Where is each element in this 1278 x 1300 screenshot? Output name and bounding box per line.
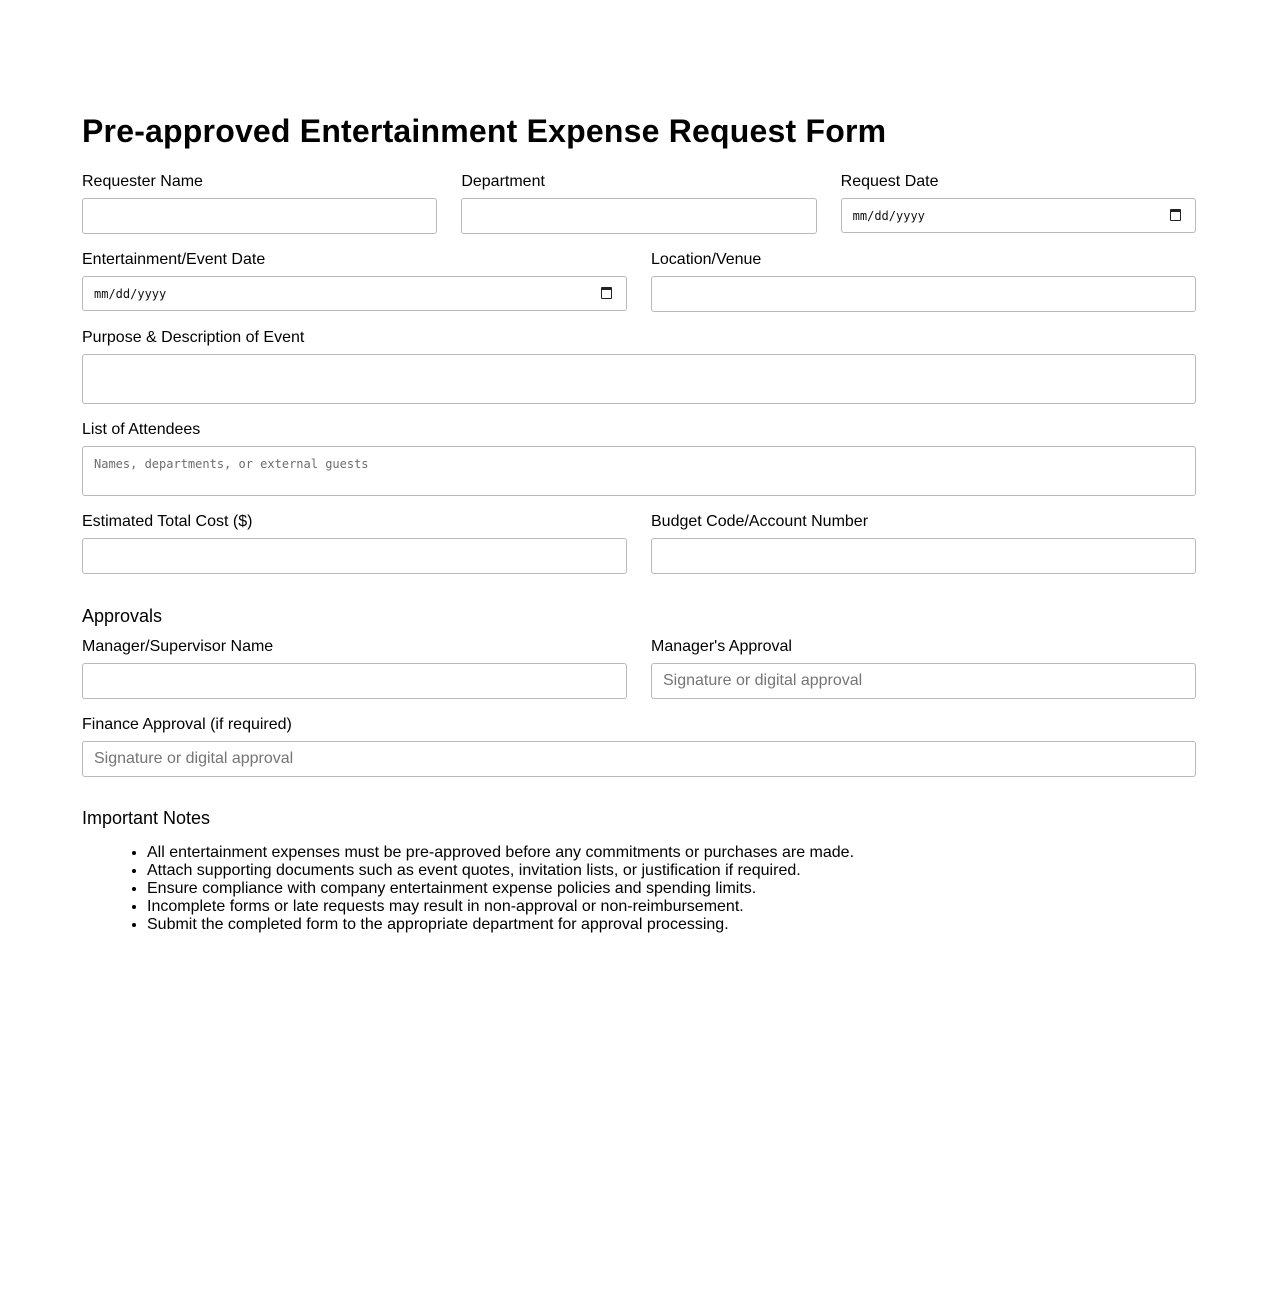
manager-approval-label: Manager's Approval bbox=[651, 638, 792, 655]
estimated-cost-field bbox=[82, 512, 627, 574]
manager-name-field bbox=[82, 637, 627, 699]
requester-name-field bbox=[82, 172, 437, 234]
request-date-label: Request Date bbox=[840, 173, 939, 190]
row-event bbox=[82, 250, 1196, 312]
row-finance bbox=[82, 715, 1196, 777]
finance-approval-label: Finance Approval (if required) bbox=[82, 716, 292, 733]
location-field bbox=[651, 250, 1196, 312]
attendees-field bbox=[82, 420, 1196, 496]
list-item: • Submit the completed form to the appropriate department for approval processing. bbox=[147, 916, 854, 934]
row-cost bbox=[82, 512, 1196, 574]
event-date-label: Entertainment/Event Date bbox=[82, 251, 266, 268]
request-date-placeholder: mm/dd/yyyy bbox=[852, 209, 925, 223]
manager-name-input[interactable] bbox=[82, 663, 627, 699]
list-item: • Ensure compliance with company entertainment expense policies and spending limits. bbox=[147, 880, 854, 898]
budget-code-input[interactable] bbox=[651, 538, 1196, 574]
attendees-label: List of Attendees bbox=[82, 421, 201, 438]
manager-approval-field bbox=[651, 637, 1196, 699]
department-label: Department bbox=[461, 173, 545, 190]
manager-name-label: Manager/Supervisor Name bbox=[82, 638, 274, 655]
notes-list bbox=[82, 844, 854, 934]
attendees-textarea[interactable] bbox=[82, 446, 1196, 496]
row-attendees bbox=[82, 420, 1196, 496]
calendar-icon[interactable] bbox=[601, 287, 612, 299]
notes-heading: Important Notes bbox=[82, 808, 211, 828]
manager-approval-input[interactable] bbox=[651, 663, 1196, 699]
purpose-label: Purpose & Description of Event bbox=[82, 329, 305, 346]
row-requester bbox=[82, 172, 1196, 234]
form-container bbox=[82, 108, 1196, 933]
request-date-field bbox=[841, 172, 1196, 234]
location-input[interactable] bbox=[651, 276, 1196, 312]
event-date-input[interactable] bbox=[82, 276, 627, 311]
budget-code-label: Budget Code/Account Number bbox=[651, 513, 869, 530]
event-date-placeholder: mm/dd/yyyy bbox=[94, 287, 167, 301]
requester-name-label: Requester Name bbox=[82, 173, 203, 190]
row-manager bbox=[82, 637, 1196, 699]
estimated-cost-input[interactable] bbox=[82, 538, 627, 574]
purpose-field bbox=[82, 328, 1196, 404]
budget-code-field bbox=[651, 512, 1196, 574]
purpose-textarea[interactable] bbox=[82, 354, 1196, 404]
approvals-heading: Approvals bbox=[82, 606, 163, 626]
request-date-input[interactable] bbox=[841, 198, 1196, 233]
event-date-field bbox=[82, 250, 627, 312]
finance-approval-field bbox=[82, 715, 1196, 777]
department-field bbox=[461, 172, 816, 234]
attendees-placeholder: Names, departments, or external guests bbox=[94, 457, 369, 471]
calendar-icon[interactable] bbox=[1170, 209, 1181, 221]
manager-approval-placeholder: Signature or digital approval bbox=[663, 672, 863, 689]
requester-name-input[interactable] bbox=[82, 198, 437, 234]
estimated-cost-label: Estimated Total Cost ($) bbox=[82, 513, 253, 530]
finance-approval-input[interactable] bbox=[82, 741, 1196, 777]
list-item: • Attach supporting documents such as event quotes, invitation lists, or justification if required. bbox=[147, 862, 854, 880]
page-title: Pre-approved Entertainment Expense Request Form bbox=[82, 113, 887, 149]
finance-approval-placeholder: Signature or digital approval bbox=[94, 750, 294, 767]
list-item: • All entertainment expenses must be pre-approved before any commitments or purchases are made. bbox=[147, 844, 854, 862]
row-purpose bbox=[82, 328, 1196, 404]
location-label: Location/Venue bbox=[651, 251, 762, 268]
department-input[interactable] bbox=[461, 198, 816, 234]
list-item: • Incomplete forms or late requests may result in non-approval or non-reimbursement. bbox=[147, 898, 854, 916]
